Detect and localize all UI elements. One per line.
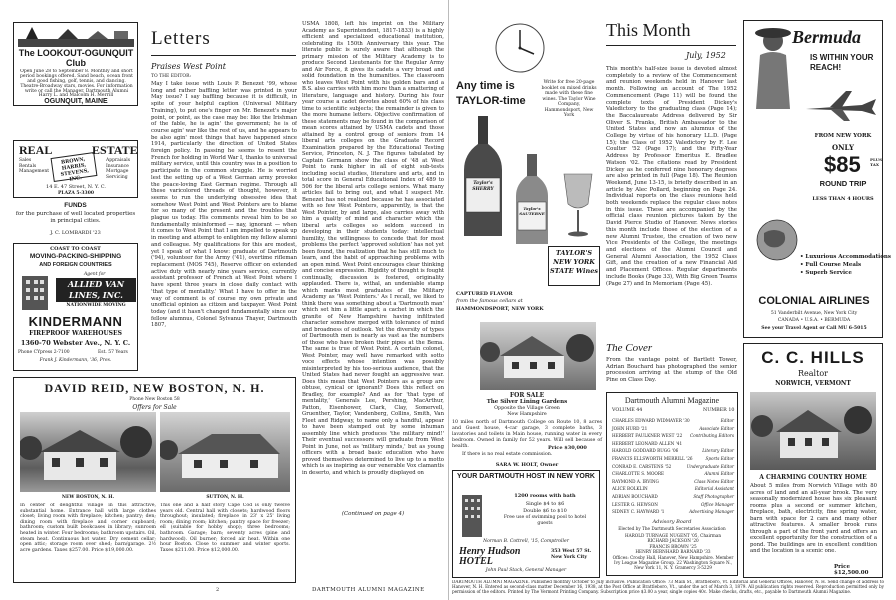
kindermann-person: Frank J. Kindermann, '36, Pres. [39, 358, 112, 363]
estate-sub: Appraisals Insurance Mortgage Servicing [106, 158, 131, 180]
letters-column-1: May I take issue with Louis P. Benezet '99, whose long and rather baffling letter was printed in your May issue? I say baffling because it is difficult, in spite of your helpful caption (Universal Military Training), to put one's finger on Mr. Benezet's major point, or point, as the case may be: like the Irishman of the fable, he is agin' the government; he is of course agin' war like the rest of us, and he appears to be also agin' most things that have happened since 1914, particularly the direction of United States foreign policy. In passing he seems to resent the French for holding in World War I, thanks to universal military service, until this country was in a position to participate in the common struggle. He is worried lest the setting up of a West German army provoke the peace-loving East German regime. Through all these varicolored threads of thought, however, it seems to run the underlying obsessive idea that somehow West Point and West Pointers are to blame for so many of the present and the troubles that plague us today. His comments reveal him to be so fundamentally misinformed — nay, ignorant — when it comes to West Point that I am impelled to speak up in meeting and attempt to enlighten my fellow alumni and colleague. My qualifications for this are modest, yet I speak of what I know: graduate of Dartmouth ('94), volunteer for the Army ('41), overtime rifleman replacement (MOS 745), Reserve officer on extended active duty with nearly nine years service, currently assistant professor of French at West Point where I have spent three years in close daily contact with 'that type of mentality.' What I have to offer in the way of comment is of course my own private and unofficial opinion as citizen and taxpayer. West Point today (and it hasn't changed fundamentally since our fellow alumnus, Colonel Sylvanus Thayer, Dartmouth 1807, [151, 81, 297, 329]
sherry-label: Taylor's SHERRY [472, 181, 494, 192]
bermuda-trip: ROUND TRIP [819, 179, 867, 188]
for-sale-subtitle: The Silver Lining Gardens [486, 399, 568, 405]
this-month-rule [606, 45, 736, 46]
staff-row [612, 432, 734, 440]
real-address: 14 E. 47 Street, N. Y. C. [46, 184, 106, 190]
staff-name: CHARLES EDWARD WIDMAYER '30 [612, 418, 690, 423]
new-boston-caption: NEW BOSTON, N. H. [61, 495, 115, 500]
lookout-contact: Harry L. and Malcolm H. Merrill [38, 93, 114, 98]
kindermann-est: Est. 57 Years [98, 350, 128, 355]
woman-illustration [748, 25, 798, 109]
page-gutter [448, 0, 449, 600]
letters-column-2: USMA 1808, left his imprint on the Military Academy as Superintendent, 1817-1833) is a highly efficient and specialized educational institution, celebrating its 150th Anniversary this year. The literate public is surely aware that although the primary mission of the Military Academy is to produce Second Lieutenants for the Regular Army and Air Force, it gives its cadets a very broad and solid foundation in the humanities. The classroom who leaves West Point with his golden bars and a B.S. also carries with him more than a smattering of literature, language and history. During his four year course a cadet devotes about 60% of his class time to scientific subjects; the remainder is given to the more humane letters. Objective confirmation of these statements may be found in the comparison of mean scores attained by USMA cadets and those attained by a control group of seniors from 14 liberal arts colleges on the Graduate Record Examination prepared by the Educational Testing Service, Princeton, N. J. The figures tabulated by Captain Germann show the class of '48 at West Point to rank higher in all of eight sub-tests including social studies, literature and arts, and in total score in General Educational Index of 489 to 506 for the liberal arts college seniors. What many articles fail to bring out, and what I suspect Mr. Benezet has not realized because he has associated with so few West Pointers, apparently, is that the West Pointer, by and large, also carries away with him a quality of mind and character which the liberal arts colleges so seldom succeed in developing in their students today: intellectual humility, the willingness to concede that for most problems the perfect 'approved solution' has not yet been found, the realization that he has still much to learn, and the habit of approaching problems with an open mind. West Point encourages clear thinking and concise expression. Rigidity of thought is fought continually, discussion is fostered, originality applauded. There is, withal, an undeniable stamp which marks most graduates of the Military Academy as 'West Pointers.' As I recall, we liked to think there was something about a 'Dartmouth man' which set him a little apart; a cachet in which the granite of New Hampshire having infiltrated character somehow merged with tolerance of mind and broadness of outlook. Yet the diversity of types of Dartmouth men is nearly as vast as the numbers of those who have broken their pipes at the Bema. The same is true of West Point. A certain colonel, West Pointer, may well have remarked with sotto voce effects whose intention was possibly misinterpreted by his too-serious audience, that the United States had never fought an aggressive war. Does this mean that West Pointers as a group are obtuse, cynical or ignorant? Does this reflect on Bradley, for example? And as for 'that type of mentality,' Generals Lee, Pershing, MacArthur, Patton, Eisenhower, Clark, Clay, Somervell, Gruenther, Taylor, Vandenberg, Collins, Smith, Van Fleet and Ridgway, to name only a handful, appear to have been stamped out by some inhuman assembly line which produces 'the military mind!' Their eventual successors will graduate from West Point in June, not as 'military minds,' but as young officers with a broad basic education who have proved themselves determined to live up to a motto which is as inspiring as our venerable Vox clamantis in deserto, and which is proudly displayed on [302, 21, 444, 476]
taylor-headline-2: TAYLOR-time [456, 95, 526, 107]
taylor-footer-3: HAMMONDSPORT, NEW YORK [456, 306, 544, 312]
masthead-volume: VOLUME 44 [612, 408, 643, 413]
taylor-glass-icon [560, 170, 596, 240]
host-double: Double $6 to $10 [523, 508, 567, 514]
for-sale-location: Opposite the Village Green [494, 406, 560, 411]
allied-tagline: NATIONWIDE MOVING [66, 303, 126, 308]
colonial-agent: See your Travel Agent or Call MU 6-5015 [761, 326, 867, 331]
coast-label: COAST TO COAST [50, 246, 101, 252]
bermuda-plus: PLUS TAX [870, 157, 882, 167]
foreign-line: AND FOREIGN COUNTRIES [39, 262, 112, 268]
for-sale-note: If there is no real estate commission. [462, 452, 553, 457]
david-reid-phone: Phone New Boston 58 [129, 397, 180, 402]
bermuda-price: $85 [824, 152, 861, 177]
lookout-body: Open June 28 to September 8. Monthly and short period bookings offered. Sand beach, ocean front and good fishing, golf, tennis, and dancing. Theatre-Broadway stars, movies. For information write or call the Manager. Dartmouth Alumni [20, 69, 133, 93]
staff-name: FRANCIS ELLSWORTH MERRILL '26 [612, 455, 693, 461]
cover-text: From the vantage point of Bartlett Tower, Adrian Bouchard has photographed the senior procession arriving at the stump of the Old Pine on Class Day. [606, 357, 737, 384]
staff-role: Sports Editor [705, 455, 734, 461]
new-boston-photo [20, 412, 156, 492]
staff-row [612, 485, 734, 493]
this-month-date: July, 1952 [686, 51, 726, 60]
lighthouse-icon [18, 25, 134, 47]
staff-role: Contributing Editors [690, 433, 734, 439]
bermuda-feature: • Full Course Meals [800, 262, 862, 268]
staff-name: HAROLD GODDARD RUGG '06 [612, 448, 679, 454]
david-reid-ad [13, 377, 296, 583]
left-page-number: 2 [216, 587, 220, 593]
masthead-offices: Offices: Crosby Hall, Hanover, New Hampshire. Member Ivy League Magazine Group. 22 Washington Square N., New York 11, N. Y. Gramercy 3-5229 [612, 555, 734, 570]
staff-role: Literary Editor [702, 448, 734, 454]
bermuda-features [800, 253, 891, 277]
taylor-wine-ad [452, 20, 600, 320]
sauterne-label: Taylor's SAUTERNE [519, 206, 545, 216]
cover-heading: The Cover [606, 342, 653, 354]
lookout-ogunquit-ad [13, 22, 138, 106]
colonial-address: 51 Vanderbilt Avenue, New York City [770, 311, 858, 316]
silver-lining-photo [480, 322, 596, 390]
brown-harris-badge: BROWN, HARRIS, STEVENS, INC. [51, 152, 98, 182]
david-reid-offers: Offers for Sale [132, 404, 177, 411]
clock-icon [492, 20, 548, 76]
for-sale-title: FOR SALE [509, 392, 545, 399]
staff-role: Alumni Editor [704, 471, 734, 477]
sutton-caption: SUTTON, N. H. [206, 495, 244, 500]
right-footer: DARTMOUTH ALUMNI MAGAZINE. Published monthly October to July inclusive. Publication Office: 73 Main St., Brattleboro, Vt. Editorial and General Offices, Hanover, N. H. Send change of address to Hanover, N. H. Entered as second-class matter December 16, 1938, at the Post Office at Brattleboro, Vt., under the act of March 3, 1879. All publication rights reserved. Reproduction permitted only by permission of the editors. Printed by The Vermont Printing Company. Subscription price $3.00 a year, single copies 40c. Make checks, drafts, etc., payable to Dartmouth Alumni Magazine. [452, 580, 884, 594]
staff-role: Advertising Manager [689, 509, 734, 515]
board-member: HAROLD TURNAGE NUGENT '05, Chairman [624, 533, 722, 538]
elected-by: Elected by The Dartmouth Secretaries Association [618, 526, 726, 531]
david-reid-title: DAVID REID, NEW BOSTON, N. H. [44, 381, 265, 395]
kindermann-address: 1360-70 Webster Ave., N. Y. C. [20, 339, 131, 347]
sherry-bottle [460, 116, 506, 238]
bermuda-feature: • Superb Service [800, 270, 852, 276]
staff-name: LESTER G. HEWSON [612, 501, 658, 507]
hotel-name: Henry Hudson HOTEL [459, 546, 521, 567]
for-sale-contact: SARA W. HOLT, Owner [495, 462, 559, 468]
taylor-brand: TAYLOR'S NEW YORK STATE Wines [548, 246, 600, 286]
staff-row [612, 501, 734, 509]
agent-label: Agent for [84, 272, 106, 277]
staff-role: Class Notes Editor [694, 478, 734, 484]
letters-continued: (Continued on page 4) [341, 511, 405, 517]
hills-caption: A CHARMING COUNTRY HOME [759, 474, 867, 481]
staff-row [612, 463, 734, 471]
real-label: REAL [19, 143, 53, 157]
funds-ad [13, 200, 138, 240]
bermuda-from: FROM NEW YORK [814, 133, 872, 139]
staff-role: Office Manager [700, 501, 734, 507]
allied-brand: ALLIED VAN LINES, INC. [56, 278, 136, 302]
airplane-icon [802, 85, 880, 125]
this-month-body: This month's half-size issue is devoted almost completely to a review of the Commencement and reunion weekends held in Hanover last month. Following an account of The 1952 Commencement (Page 11) will be found the complete texts of President Dickey's Valedictory to the graduating class (Page 14); the Baccalaureate Address delivered by Sir Oliver S. Franks, British Ambassador to the United States and now an alumnus of the College by virtue of his honorary LL.D. (Page 15); the Class of 1952 Valedictory by F. Lee Coulter '52 (Page 17); and the Fifty-Year Address by Professor Emeritus E. Bradlee Watson '02. The citations read by President Dickey as he conferred nine honorary degrees are also printed in full (Page 18). The Reunion Weekend, June 13-15, is briefly described in an article by Alec Pollard, beginning on Page 24. Individual reports on the class reunions held both weekends replace the regular class notes in this issue. These are accompanied by the official class reunion pictures taken by the David Pierce Studio of Hanover. News stories this month include those of the election of a new Alumni Trustee, the creation of two new Vice Presidents of the College, the meetings and elections of the Alumni Council and General Alumni Association, the 1952 Class Gift, and the creation of a new Financial Aid and Placement Offices. Regular departments include Books (Page 33), With Big Green Teams (Page 27) and In Memoriam (Page 45). [606, 66, 737, 287]
kindermann-ad [13, 243, 138, 371]
new-boston-text: In center of delightful village in this attractive, substantial home. Entrance hall with large clothes closet; living room with fireplace; kitchen; pantry; den; dining room with fireplace and corner cupboard; bathroom; custom built bookcases in library; sunroom heated in winter. Four bedrooms; bathroom upstairs. Oil, steam heat. Continuous hot water. Dry cement cellar; open attic; storage room over shed; barn/garage. 2½ acre gardens. Taxes $257.00. Price $19,000.00. [20, 503, 156, 553]
staff-name: ALICE BOLKLIN [612, 486, 648, 492]
staff-row [612, 478, 734, 486]
staff-name: HERBERT LEONARD ALLEN '41 [612, 440, 683, 446]
staff-row [612, 447, 734, 455]
hotel-manager: John Paul Stack, General Manager [485, 568, 567, 573]
letters-heading: Letters [151, 28, 211, 49]
masthead-box [606, 392, 738, 576]
estate-label: ESTATE [92, 143, 138, 157]
staff-row [612, 493, 734, 501]
staff-name: CONRAD E. CARSTENS '52 [612, 463, 672, 469]
board-list [612, 533, 734, 554]
funds-title: FUNDS [64, 202, 87, 209]
masthead-title: Dartmouth Alumni Magazine [624, 396, 720, 405]
warehouse-icon [18, 272, 52, 310]
lookout-title: The LOOKOUT-OGUNQUIT Club [18, 48, 134, 68]
taylor-footer-1: CAPTURED FLAVOR [456, 291, 513, 297]
host-title: YOUR DARTMOUTH HOST IN NEW YORK [457, 473, 595, 480]
colonial-airlines: COLONIAL AIRLINES [758, 295, 870, 307]
staff-name: JOHN HURD '21 [612, 425, 648, 431]
kindermann-name: KINDERMANN [28, 314, 123, 329]
hotel-building-icon [459, 493, 485, 537]
hills-title: C. C. HILLS [761, 348, 865, 367]
bermuda-hours: LESS THAN 4 HOURS [812, 196, 874, 202]
bermuda-subtitle: IS WITHIN YOUR REACH! [810, 53, 874, 72]
staff-row [612, 417, 734, 425]
taylor-offer: Write for free 20-page booklet on mixed drinks made with these fine wines. The Taylor Wine Company, Hammondsport, New York [541, 80, 597, 118]
staff-list [612, 417, 734, 516]
kindermann-phone: Phone CYpress 2-7100 [18, 350, 70, 355]
bermuda-title: Bermuda [792, 27, 862, 47]
bermuda-feature: • Luxurious Accommodations [800, 254, 891, 260]
host-single: Single $4 to $6 [525, 501, 565, 507]
letters-subheading: Praises West Point [151, 62, 226, 71]
taylor-headline-1: Any time is [456, 80, 515, 92]
bermuda-only: ONLY [832, 143, 854, 152]
globe-icon [754, 217, 800, 263]
host-rooms: 1200 rooms with bath [514, 493, 576, 499]
masthead-number: NUMBER 10 [703, 408, 735, 413]
hills-text: About 5 miles from Norwich Village with 80 acres of land and an all-year brook. The very seasonally modernized house has six pleasant rooms plus a second or summer kitchen, fireplace, bath, electricity, fine spring water, barn with space for 2 cars and many other attractive features. A smaller brook runs through a part of the front yard and offers an excellent opportunity for the construction of a pond. The buildings are in excellent condition and the location is a scenic one. [750, 483, 877, 554]
for-sale-price: Price $30,000 [548, 445, 587, 451]
hills-subtitle: Realtor [798, 369, 828, 378]
sauterne-bottle [510, 154, 554, 246]
hills-price: Price $12,500.00 [834, 564, 869, 576]
hills-location: NORWICH, VERMONT [775, 380, 851, 387]
moving-line: MOVING-PACKING-SHIPPING [29, 253, 122, 260]
staff-role: Associate Editor [699, 425, 734, 431]
colonial-country: CANADA • U.S.A. • BERMUDA [777, 318, 851, 323]
funds-body: for the purchase of well located properties in principal cities. [15, 211, 136, 224]
staff-role: Undergraduate Editor [686, 463, 734, 469]
for-sale-state: New Hampshire [507, 412, 547, 417]
board-member: HENRY BERNHARD BARNARD '33 [635, 548, 711, 554]
funds-sign: J. C. LOMBARDI '23 [50, 230, 101, 236]
for-sale-text: 10 miles north of Dartmouth College on Route 10, 8 acres and Guest house, 4-car garage, 3 complete baths, 3 lavatories and toilets in Main house, running water in every bedroom. Owned in family for 52 years. Will sell because of health. [452, 420, 602, 449]
cc-hills-ad [743, 343, 883, 578]
staff-row [612, 425, 734, 433]
staff-row [612, 455, 734, 463]
left-footer: DARTMOUTH ALUMNI MAGAZINE [312, 587, 425, 593]
staff-row [612, 440, 734, 448]
staff-name: SIDNEY C. HAYWARD '1 [612, 509, 665, 515]
letters-to: TO THE EDITOR: [151, 74, 192, 79]
host-pool: Free use of swimming pool to hotel guests [503, 515, 587, 526]
staff-role: Editor [720, 418, 734, 423]
henry-hudson-ad [452, 470, 600, 578]
real-sub: Sales Rentals Management [19, 158, 50, 174]
warehouses-label: FIREPROOF WAREHOUSES [29, 330, 122, 337]
staff-row [612, 470, 734, 478]
host-manager: Norman B. Cottrell, '15, Comptroller [483, 539, 569, 544]
sutton-text: This one and a half story Cape Cod is only twelve years old. Central hall with closets; hardwood floors throughout; insulated; fireplace in 23' x 25' living room; dining room; kitchen; pantry space for freezer; ell (suitable for hobby shop); three bedrooms; bathroom. Garage; barn; seventy acres (pine and hardwood). Oil burner; forced air heat. Within one hour Boston. Close to summer and winter sports. Taxes $211.00. Price $12,000.00. [160, 503, 290, 553]
staff-name: ADRIAN BOUCHARD [612, 493, 658, 499]
real-estate-ad [13, 140, 138, 198]
this-month-heading: This Month [606, 20, 691, 40]
letters-rule [151, 55, 296, 56]
lookout-location: OGUNQUIT, MAINE [44, 98, 108, 105]
sutton-photo [160, 412, 290, 492]
taylor-footer-2: from the famous cellars at [456, 298, 523, 304]
country-home-photo [750, 392, 876, 470]
board-member: RICHARD JACKSON '20 [647, 538, 699, 544]
staff-name: RAYMOND A. IRVING [612, 478, 659, 484]
board-member: FRANCIS BROWN '25 [649, 543, 697, 549]
hotel-address: 353 West 57 St. New York City [551, 549, 592, 560]
staff-row [612, 508, 734, 516]
staff-name: HERBERT FAULKNER WEST '22 [612, 433, 683, 439]
real-phone: PLAZA 5-3300 [58, 191, 94, 196]
bermuda-ad [743, 20, 891, 338]
staff-name: CHARLOTTE S. MOORE [612, 471, 665, 477]
advisory-board: Advisory Board [652, 519, 692, 525]
staff-role: Staff Photographer [693, 493, 734, 499]
staff-role: Editorial Assistant [694, 486, 734, 492]
